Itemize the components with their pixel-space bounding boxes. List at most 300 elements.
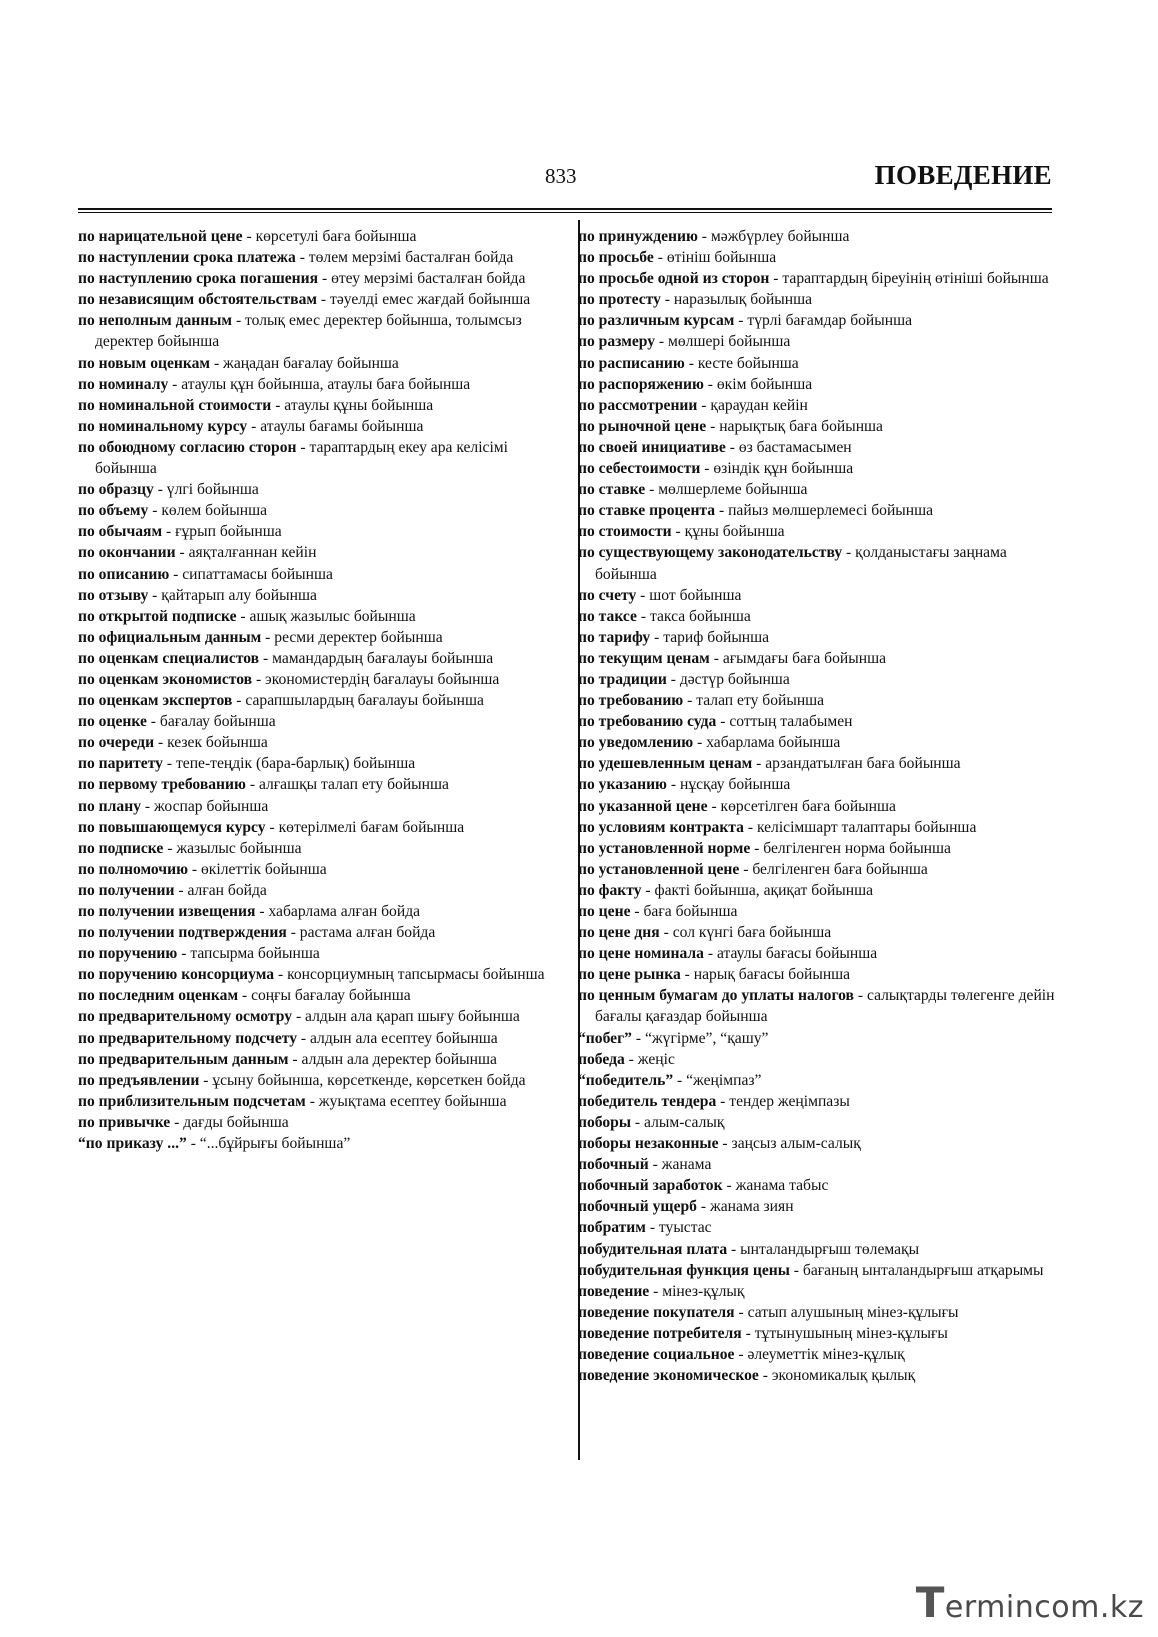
entry-definition: жанама зиян	[709, 1198, 794, 1216]
entry-separator: -	[725, 438, 739, 456]
dictionary-entry	[78, 859, 564, 880]
dictionary-entry	[578, 310, 1060, 331]
entry-separator: -	[170, 1113, 184, 1131]
entry-definition: “жүгірме”, “қашу”	[644, 1029, 769, 1047]
entry-term: победитель тендера	[578, 1092, 717, 1110]
entry-term: побочный	[578, 1156, 649, 1174]
entry-term: по указанию	[578, 776, 667, 794]
entry-separator: -	[722, 1177, 736, 1195]
left-column	[78, 226, 564, 1154]
dictionary-entry	[578, 542, 1060, 584]
entry-term: по требованию суда	[578, 713, 717, 731]
entry-term: по предварительному подсчету	[78, 1029, 297, 1047]
entry-term: по окончании	[78, 544, 176, 562]
entry-separator: -	[162, 755, 176, 773]
entry-separator: -	[734, 1345, 748, 1363]
entry-separator: -	[247, 417, 261, 435]
entry-separator: -	[648, 1156, 662, 1174]
entry-term: по первому требованию	[78, 776, 246, 794]
entry-definition: сатып алушының мінез-құлығы	[747, 1303, 959, 1321]
entry-definition: белгіленген баға бойынша	[752, 860, 928, 878]
logo-text: ermincom.kz	[944, 1590, 1144, 1625]
entry-term: по ставке процента	[578, 502, 716, 520]
entry-term: по номинальной стоимости	[78, 396, 272, 414]
dictionary-entry	[578, 753, 1060, 774]
entry-definition: алым-салық	[644, 1113, 725, 1131]
entry-definition: өз бастамасымен	[738, 438, 852, 456]
dictionary-entry	[78, 289, 564, 310]
entry-definition: бағалау бойынша	[159, 713, 276, 731]
entry-term: по себестоимости	[578, 460, 701, 478]
entry-definition: дағды бойынша	[183, 1113, 289, 1131]
entry-definition: көтерілмелі бағам бойынша	[278, 818, 465, 836]
entry-term: побочный заработок	[578, 1177, 723, 1195]
entry-separator: -	[210, 354, 224, 372]
entry-separator: -	[684, 354, 698, 372]
entry-term: поведение	[578, 1282, 650, 1300]
dictionary-entry	[78, 1006, 564, 1027]
entry-definition: ғұрып бойынша	[175, 523, 282, 541]
entry-separator: -	[697, 228, 711, 245]
entry-term: по образцу	[78, 481, 154, 499]
entry-term: по последним оценкам	[78, 987, 239, 1005]
entry-separator: -	[163, 839, 177, 857]
entry-definition: ұсыну бойынша, көрсеткенде, көрсеткен бойда	[212, 1071, 526, 1089]
dictionary-entry	[578, 880, 1060, 901]
entry-separator: -	[174, 881, 188, 899]
dictionary-entry	[578, 817, 1060, 838]
entry-separator: -	[631, 1113, 645, 1131]
entry-term: поведение потребителя	[578, 1324, 742, 1342]
dictionary-entry	[78, 268, 564, 289]
right-column	[578, 220, 1060, 1460]
entry-separator: -	[727, 1240, 741, 1258]
entry-definition: кесте бойынша	[697, 354, 799, 372]
entry-separator: -	[645, 481, 659, 499]
dictionary-entry	[78, 732, 564, 753]
dictionary-entry	[578, 289, 1060, 310]
entry-definition: алдын ала қарап шығу бойынша	[305, 1008, 520, 1026]
entry-separator: -	[153, 481, 167, 499]
entry-separator: -	[703, 945, 717, 963]
running-headword: ПОВЕДЕНИЕ	[874, 160, 1052, 190]
entry-term: поборы незаконные	[578, 1135, 719, 1153]
dictionary-entry	[578, 1217, 1060, 1238]
entry-definition: мамандардың бағалауы бойынша	[272, 649, 494, 667]
entry-term: по различным курсам	[578, 312, 735, 330]
entry-definition: арзандатылған баға бойынша	[765, 755, 961, 773]
entry-separator: -	[188, 860, 201, 878]
entry-term: по приблизительным подсчетам	[78, 1092, 306, 1110]
entry-term: поведение социальное	[578, 1345, 735, 1363]
entry-definition: төлем мерзімі басталған бойда	[308, 249, 514, 267]
entry-definition: сарапшылардың бағалауы бойынша	[245, 692, 484, 710]
entry-term: по оценкам экономистов	[78, 670, 253, 688]
entry-definition: экономистердің бағалауы бойынша	[265, 670, 500, 688]
entry-definition: алған бойда	[187, 881, 267, 899]
entry-term: по описанию	[78, 565, 170, 583]
entry-separator: -	[148, 586, 162, 604]
entry-definition: үлгі бойынша	[166, 481, 259, 499]
entry-separator: -	[716, 1092, 730, 1110]
entry-definition: “жеңімпаз”	[686, 1071, 762, 1089]
entry-separator: -	[318, 270, 332, 288]
entry-separator: -	[650, 628, 664, 646]
entry-term: по удешевленным ценам	[578, 755, 753, 773]
entry-term: по факту	[578, 881, 642, 899]
entry-separator: -	[671, 523, 685, 541]
entry-term: по предварительному осмотру	[78, 1008, 293, 1026]
entry-separator: -	[292, 1008, 306, 1026]
entry-definition: шот бойынша	[649, 586, 742, 604]
entry-term: по очереди	[78, 734, 155, 752]
entry-separator: -	[259, 649, 273, 667]
entry-definition: аяқталғаннан кейін	[188, 544, 317, 562]
entry-separator: -	[199, 1071, 213, 1089]
dictionary-entry	[578, 943, 1060, 964]
dictionary-entry	[78, 838, 564, 859]
dictionary-entry	[78, 627, 564, 648]
entry-term: по номиналу	[78, 375, 169, 393]
dictionary-entry	[78, 669, 564, 690]
dictionary-entry	[578, 226, 1060, 247]
entry-term: по традиции	[578, 670, 667, 688]
entry-separator: -	[673, 1071, 687, 1089]
entry-definition: жоспар бойынша	[154, 797, 269, 815]
header-rule-thin	[78, 212, 1052, 213]
entry-definition: дәстүр бойынша	[679, 670, 790, 688]
entry-separator: -	[666, 776, 680, 794]
dictionary-entry	[78, 901, 564, 922]
entry-separator: -	[853, 987, 867, 1005]
entry-term: по наступлении срока платежа	[78, 249, 296, 267]
entry-definition: келісімшарт талаптары бойынша	[756, 818, 977, 836]
entry-term: поведение покупателя	[578, 1303, 735, 1321]
entry-definition: өтеу мерзімі басталған бойда	[331, 270, 526, 288]
entry-definition: такса бойынша	[649, 607, 751, 625]
entry-separator: -	[232, 312, 246, 330]
entry-definition: жуықтама есептеу бойынша	[318, 1092, 507, 1110]
entry-definition: тариф бойынша	[663, 628, 770, 646]
entry-definition: ашық жазылыс бойынша	[249, 607, 416, 625]
dictionary-entry	[78, 648, 564, 669]
entry-definition: көлем бойынша	[161, 502, 267, 520]
entry-separator: -	[645, 1219, 659, 1237]
entry-separator: -	[703, 375, 717, 393]
entry-term: по своей инициативе	[578, 438, 726, 456]
entry-separator: -	[716, 713, 730, 731]
entry-definition: түрлі бағамдар бойынша	[747, 312, 913, 330]
entry-separator: -	[700, 460, 714, 478]
dictionary-entry	[578, 1323, 1060, 1344]
entry-separator: -	[734, 1303, 748, 1321]
entry-definition: баға бойынша	[643, 903, 738, 920]
entry-term: по указанной цене	[578, 797, 708, 815]
entry-separator: -	[245, 776, 259, 794]
entry-separator: -	[734, 312, 748, 330]
dictionary-entry	[578, 331, 1060, 352]
entry-separator: -	[631, 1029, 645, 1047]
entry-definition: атаулы құны бойынша	[284, 396, 434, 414]
entry-definition: атаулы бағасы бойынша	[716, 945, 878, 963]
dictionary-entry	[78, 774, 564, 795]
entry-term: по рассмотрении	[578, 396, 698, 414]
dictionary-entry	[78, 374, 564, 395]
entry-term: по таксе	[578, 607, 637, 625]
entry-term: по размеру	[578, 333, 656, 351]
entry-separator: -	[265, 818, 279, 836]
dictionary-entry	[578, 247, 1060, 268]
entry-term: по оценке	[78, 713, 147, 731]
entry-definition: растама алған бойда	[299, 924, 436, 942]
entry-separator: -	[696, 1198, 710, 1216]
entry-definition: ынталандырғыш төлемақы	[740, 1240, 920, 1258]
dictionary-entry	[578, 838, 1060, 859]
dictionary-entry	[578, 690, 1060, 711]
dictionary-entry	[578, 1196, 1060, 1217]
entry-definition: мінез-құлық	[662, 1282, 745, 1300]
entry-term: побочный ущерб	[578, 1198, 697, 1216]
entry-separator: -	[655, 333, 669, 351]
dictionary-entry	[78, 585, 564, 606]
entry-term: по номинальному курсу	[78, 417, 248, 435]
entry-term: “побег”	[578, 1029, 632, 1047]
entry-term: по просьбе одной из сторон	[578, 270, 770, 288]
dictionary-entry	[78, 690, 564, 711]
entry-term: по условиям контракта	[578, 818, 744, 836]
entry-definition: консорциумның тапсырмасы бойынша	[287, 966, 545, 984]
entry-term: победа	[578, 1050, 625, 1068]
entry-definition: алғашқы талап ету бойынша	[258, 776, 449, 794]
dictionary-entry	[78, 880, 564, 901]
dictionary-entry	[78, 521, 564, 542]
dictionary-entry	[578, 1281, 1060, 1302]
entry-term: по предъявлении	[78, 1071, 200, 1089]
entry-term: поборы	[578, 1113, 632, 1131]
dictionary-entry	[578, 1344, 1060, 1365]
entry-separator: -	[296, 438, 310, 456]
entry-separator: -	[653, 249, 667, 267]
dictionary-entry	[578, 268, 1060, 289]
logo-initial: T	[915, 1578, 945, 1627]
entry-term: по плану	[78, 797, 141, 815]
entry-separator: -	[186, 1135, 200, 1153]
entry-separator: -	[641, 881, 655, 899]
entry-separator: -	[789, 1261, 803, 1279]
entry-term: по наступлению срока погашения	[78, 270, 319, 288]
entry-term: побудительная плата	[578, 1240, 728, 1258]
entry-definition: “...бұйрығы бойынша”	[199, 1135, 351, 1153]
entry-term: по распоряжению	[578, 375, 704, 393]
entry-separator: -	[162, 523, 176, 541]
dictionary-entry	[578, 585, 1060, 606]
entry-definition: пайыз мөлшерлемесі бойынша	[728, 502, 934, 520]
entry-separator: -	[739, 860, 753, 878]
entry-term: по привычке	[78, 1113, 171, 1131]
dictionary-entry	[578, 1028, 1060, 1049]
entry-separator: -	[271, 396, 285, 414]
dictionary-entry	[578, 964, 1060, 985]
dictionary-entry	[78, 353, 564, 374]
dictionary-entry	[78, 226, 564, 247]
entry-term: по обоюдному согласию сторон	[78, 438, 297, 456]
page-number: 833	[545, 164, 577, 188]
entry-definition: толық емес деректер бойынша, толымсыз деректер бойынша	[95, 312, 522, 351]
entry-separator: -	[255, 903, 269, 920]
entry-term: по стоимости	[578, 523, 672, 541]
dictionary-entry	[78, 1070, 564, 1091]
dictionary-entry	[578, 479, 1060, 500]
entry-term: побратим	[578, 1219, 646, 1237]
entry-term: по неполным данным	[78, 312, 233, 330]
entry-separator: -	[305, 1092, 319, 1110]
entry-definition: хабарлама бойынша	[706, 734, 841, 752]
entry-term: по существующему законодательству	[578, 544, 843, 562]
entry-separator: -	[769, 270, 783, 288]
entry-term: по установленной цене	[578, 860, 740, 878]
dictionary-entry	[578, 353, 1060, 374]
entry-definition: мәжбүрлеу бойынша	[710, 228, 850, 245]
dictionary-entry	[78, 542, 564, 563]
entry-term: по независящим обстоятельствам	[78, 291, 317, 309]
entry-separator: -	[697, 396, 711, 414]
dictionary-entry	[578, 796, 1060, 817]
dictionary-entry	[578, 521, 1060, 542]
entry-definition: өкілеттік бойынша	[201, 860, 327, 878]
entry-separator: -	[175, 544, 189, 562]
entry-separator: -	[743, 818, 757, 836]
entry-definition: заңсыз алым-салық	[731, 1135, 861, 1153]
entry-definition: тараптардың біреуінің өтініші бойынша	[782, 270, 1049, 288]
entry-term: по подписке	[78, 839, 164, 857]
entry-term: по предварительным данным	[78, 1050, 289, 1068]
entry-definition: өзіндік құн бойынша	[713, 460, 854, 478]
entry-separator: -	[274, 966, 288, 984]
dictionary-entry	[78, 606, 564, 627]
entry-definition: ресми деректер бойынша	[274, 628, 443, 646]
dictionary-entry	[578, 458, 1060, 479]
entry-separator: -	[242, 228, 256, 245]
entry-separator: -	[636, 607, 650, 625]
dictionary-entry	[578, 437, 1060, 458]
entry-separator: -	[141, 797, 154, 815]
entry-definition: қолданыстағы заңнама бойынша	[595, 544, 1007, 583]
entry-separator: -	[659, 924, 673, 942]
entry-separator: -	[750, 839, 764, 857]
entry-separator: -	[295, 249, 309, 267]
dictionary-entry	[578, 901, 1060, 922]
entry-term: по открытой подписке	[78, 607, 237, 625]
dictionary-entry	[578, 732, 1060, 753]
dictionary-entry	[78, 564, 564, 585]
entry-separator: -	[252, 670, 266, 688]
entry-definition: тепе-теңдік (бара-барлық) бойынша	[175, 755, 416, 773]
entry-separator: -	[168, 375, 182, 393]
dictionary-entry	[578, 1154, 1060, 1175]
dictionary-entry	[578, 1091, 1060, 1112]
entry-definition: салықтарды төлегенге дейін бағалы қағаздар бойынша	[595, 987, 1055, 1026]
entry-definition: құны бойынша	[684, 523, 785, 541]
dictionary-entry	[578, 711, 1060, 732]
entry-definition: жеңіс	[637, 1050, 675, 1068]
entry-definition: нарықтық баға бойынша	[719, 417, 883, 435]
entry-definition: тендер жеңімпазы	[729, 1092, 850, 1110]
entry-term: по цене	[578, 903, 631, 920]
entry-term: по поручению	[78, 945, 178, 963]
entry-definition: белгіленген норма бойынша	[763, 839, 951, 857]
entry-term: по текущим ценам	[578, 649, 710, 667]
entry-term: по оценкам экспертов	[78, 692, 233, 710]
entry-term: по нарицательной цене	[78, 228, 243, 245]
entry-term: по установленной норме	[578, 839, 751, 857]
entry-term: по рыночной цене	[578, 417, 707, 435]
entry-term: побудительная функция цены	[578, 1261, 790, 1279]
dictionary-entry	[578, 1239, 1060, 1260]
entry-term: по расписанию	[578, 354, 685, 372]
site-watermark-logo	[916, 1578, 1144, 1627]
dictionary-entry	[578, 669, 1060, 690]
entry-term: по ставке	[578, 481, 646, 499]
dictionary-entry	[78, 1028, 564, 1049]
dictionary-entry	[578, 1133, 1060, 1154]
entry-separator: -	[649, 1282, 663, 1300]
dictionary-entry	[78, 796, 564, 817]
entry-definition: тараптардың екеу ара келісімі бойынша	[95, 438, 508, 478]
entry-term: по получении подтверждения	[78, 924, 287, 942]
entry-definition: факті бойынша, ақиқат бойынша	[654, 881, 874, 899]
entry-definition: сол күнгі баға бойынша	[672, 924, 832, 942]
entry-definition: жаңадан бағалау бойынша	[223, 354, 399, 372]
entry-separator: -	[636, 586, 650, 604]
entry-separator: -	[317, 291, 330, 309]
entry-term: по полномочию	[78, 860, 188, 878]
entry-term: по официальным данным	[78, 628, 262, 646]
entry-separator: -	[715, 502, 729, 520]
entry-definition: мөлшері бойынша	[668, 333, 791, 351]
entry-term: по ценным бумагам до уплаты налогов	[578, 987, 854, 1005]
entry-term: по цене рынка	[578, 966, 681, 984]
entry-term: по отзыву	[78, 586, 149, 604]
entry-definition: жазылыс бойынша	[176, 839, 302, 857]
entry-term: по цене дня	[578, 924, 660, 942]
dictionary-entry	[78, 500, 564, 521]
entry-separator: -	[660, 291, 674, 309]
dictionary-entry	[78, 1049, 564, 1070]
entry-separator: -	[707, 797, 721, 815]
dictionary-entry	[78, 437, 564, 479]
dictionary-entry	[578, 1070, 1060, 1091]
entry-separator: -	[154, 734, 168, 752]
dictionary-entry	[578, 648, 1060, 669]
entry-term: “победитель”	[578, 1071, 674, 1089]
dictionary-entry	[78, 817, 564, 838]
dictionary-entry	[578, 774, 1060, 795]
entry-definition: нарық бағасы бойынша	[693, 966, 851, 984]
entry-separator: -	[146, 713, 160, 731]
entry-definition: хабарлама алған бойда	[268, 903, 421, 920]
entry-term: по получении извещения	[78, 903, 256, 920]
entry-separator: -	[288, 1050, 302, 1068]
entry-definition: жанама	[661, 1156, 712, 1174]
entry-term: по тарифу	[578, 628, 651, 646]
entry-term: по требованию	[578, 692, 684, 710]
dictionary-entry	[578, 416, 1060, 437]
dictionary-entry	[578, 1302, 1060, 1323]
entry-definition: тұтынушының мінез-құлығы	[754, 1324, 948, 1342]
entry-definition: көрсетулі баға бойынша	[255, 228, 417, 245]
dictionary-entry	[78, 753, 564, 774]
entry-separator: -	[236, 607, 250, 625]
